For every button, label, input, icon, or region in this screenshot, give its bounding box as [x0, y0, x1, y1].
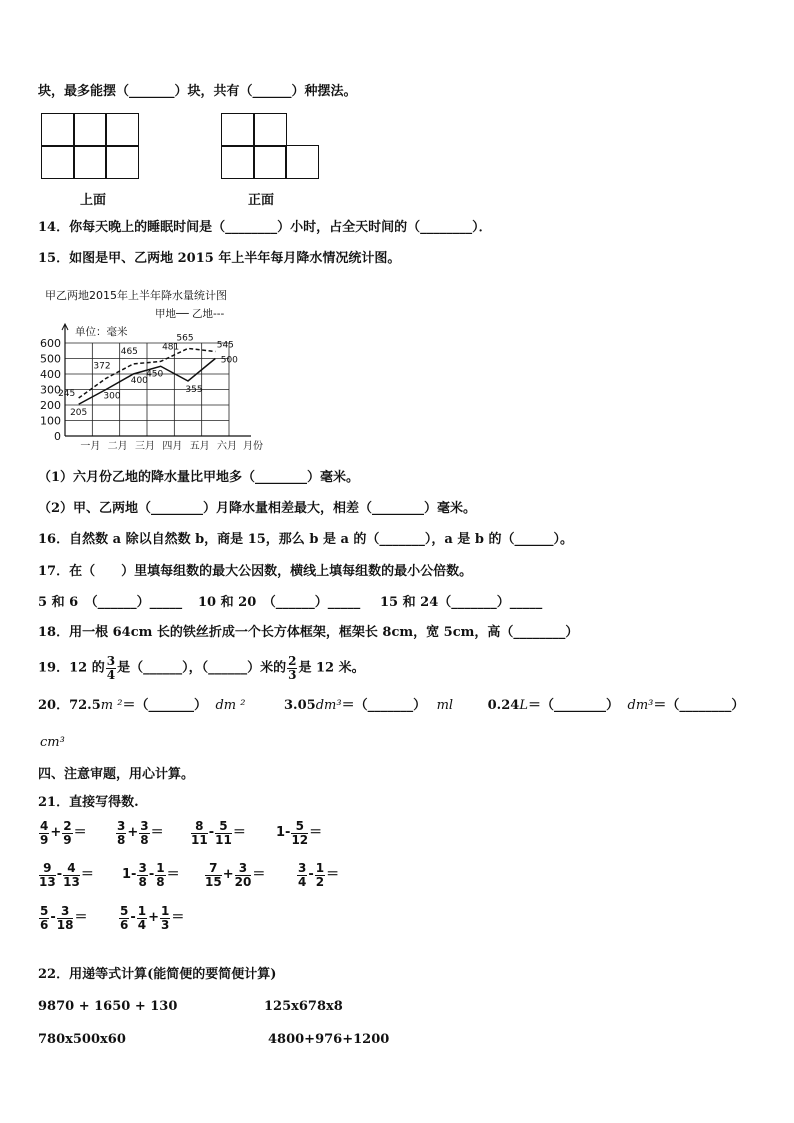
fraction: $\frac{5}{12}$	[291, 818, 309, 847]
question-15: 15．如图是甲、乙两地 2015 年上半年每月降水情况统计图。	[38, 251, 401, 266]
chart-data-label: 245	[58, 389, 76, 400]
question-22: 22．用递等式计算(能简便的要简便计算)	[38, 967, 277, 982]
chart-y-label: 单位：毫米	[75, 326, 128, 338]
calc-item: $\frac{5}{6}$ - $\frac{1}{4}$ + $\frac{1}{3}$ ＝	[120, 903, 185, 932]
chart-legend: 甲地── 乙地---	[155, 308, 225, 320]
chart-x-tick-label: 二月	[107, 441, 128, 452]
chart-x-tick-label: 六月	[217, 441, 237, 452]
question-15-1: （1）六月份乙地的降水量比甲地多（________）毫米。	[38, 470, 360, 485]
question-19: 19．12 的 $\frac{3}{4}$ 是（______），（______）米的 $\frac{2}{3}$ 是 12 米。	[38, 654, 365, 682]
fraction: $\frac{3}{8}$	[140, 818, 149, 847]
calc-item: $\frac{7}{15}$ + $\frac{3}{20}$ ＝	[205, 860, 266, 889]
question-22-item: 125x678x8	[264, 999, 343, 1014]
question-17: 17．在（ ）里填每组数的最大公因数，横线上填每组数的最小公倍数。	[38, 564, 473, 579]
calc-item: $\frac{8}{11}$ - $\frac{5}{11}$ ＝	[191, 818, 246, 847]
fraction: $\frac{3}{18}$	[56, 903, 74, 932]
chart-data-label: 372	[93, 361, 111, 372]
calc-item: 1- $\frac{3}{8}$ - $\frac{1}{8}$ ＝	[122, 860, 180, 889]
fraction: $\frac{5}{6}$	[120, 903, 129, 932]
calc-item: 1- $\frac{5}{12}$ ＝	[276, 818, 323, 847]
chart-x-label: 月份	[243, 441, 263, 452]
question-13-tail: 块，最多能摆（_______）块，共有（______）种摆法。	[38, 84, 357, 99]
rainfall-line-chart	[35, 283, 275, 458]
chart-data-label: 481	[162, 342, 180, 353]
fraction: $\frac{1}{4}$	[137, 903, 147, 932]
top-view-label: 上面	[80, 193, 107, 208]
chart-data-label: 545	[216, 340, 234, 351]
front-view-label: 正面	[248, 193, 275, 208]
question-17-item: 10 和 20 （______）_____	[198, 595, 361, 610]
question-20: 20．72.5m ²＝（_______） dm ² 3.05dm³＝（_______） ml 0.24L＝（________） dm³＝（________）	[38, 698, 745, 713]
chart-x-tick-label: 三月	[135, 441, 155, 452]
chart-y-tick-label: 0	[54, 430, 61, 443]
chart-x-tick-label: 一月	[80, 441, 101, 452]
chart-data-label: 500	[220, 355, 238, 366]
chart-data-label: 400	[130, 376, 148, 386]
fraction: $\frac{5}{11}$	[215, 818, 232, 847]
chart-data-label: 355	[185, 384, 203, 395]
question-17-item: 5 和 6 （______）_____	[38, 595, 183, 610]
calc-item: $\frac{5}{6}$ - $\frac{3}{18}$ ＝	[40, 903, 88, 932]
fraction: $\frac{8}{11}$	[191, 818, 208, 847]
fraction: $\frac{4}{13}$	[63, 860, 80, 889]
chart-y-tick-label: 300	[40, 383, 61, 397]
calc-item: $\frac{3}{4}$ - $\frac{1}{2}$ ＝	[298, 860, 340, 889]
chart-y-tick-label: 100	[40, 414, 61, 428]
question-22-item: 780x500x60	[38, 1032, 126, 1047]
calc-item: $\frac{9}{13}$ - $\frac{4}{13}$ ＝	[39, 860, 94, 889]
fraction: $\frac{1}{2}$	[315, 860, 325, 889]
chart-y-tick-label: 500	[40, 352, 61, 366]
fraction: $\frac{7}{15}$	[205, 860, 222, 889]
chart-data-label: 300	[103, 391, 121, 402]
chart-y-tick-label: 400	[40, 368, 61, 381]
chart-data-label: 565	[176, 333, 194, 344]
chart-title: 甲乙两地2015年上半年降水量统计图	[45, 289, 227, 302]
question-18: 18．用一根 64cm 长的铁丝折成一个长方体框架，框架长 8cm，宽 5cm，高（________）	[38, 625, 579, 640]
calc-item: $\frac{4}{9}$ + $\frac{2}{9}$ ＝	[40, 818, 87, 847]
section-4-heading: 四、注意审题，用心计算。	[38, 767, 195, 782]
fraction: $\frac{3}{4}$	[298, 860, 307, 889]
chart-data-label: 450	[146, 369, 164, 380]
question-20-unit: cm³	[40, 735, 65, 750]
question-15-2: （2）甲、乙两地（________）月降水量相差最大，相差（________）毫米。	[38, 501, 477, 516]
fraction: $\frac{1}{3}$	[161, 903, 170, 932]
fraction: $\frac{9}{13}$	[39, 860, 56, 889]
question-21: 21．直接写得数.	[38, 795, 139, 810]
chart-data-label: 205	[70, 408, 88, 419]
question-22-item: 4800+976+1200	[268, 1032, 390, 1047]
fraction: $\frac{1}{8}$	[156, 860, 165, 889]
calc-item: $\frac{3}{8}$ + $\frac{3}{8}$ ＝	[117, 818, 164, 847]
chart-data-label: 465	[120, 346, 138, 357]
chart-x-tick-label: 五月	[189, 441, 210, 452]
question-14: 14．你每天晚上的睡眠时间是（________）小时，占全天时间的（________）．	[38, 220, 492, 235]
fraction: $\frac{5}{6}$	[40, 903, 49, 932]
question-16: 16．自然数 a 除以自然数 b，商是 15，那么 b 是 a 的（_______），a 是 b 的（______）。	[38, 532, 574, 547]
question-17-item: 15 和 24（_______）_____	[380, 595, 543, 610]
fraction: $\frac{3}{20}$	[234, 860, 252, 889]
question-22-item: 9870 + 1650 + 130	[38, 999, 178, 1014]
chart-x-tick-label: 四月	[162, 441, 183, 452]
fraction: $\frac{3}{8}$	[117, 818, 126, 847]
chart-y-tick-label: 600	[40, 337, 61, 350]
fraction: $\frac{4}{9}$	[40, 818, 49, 847]
chart-y-tick-label: 200	[40, 399, 61, 412]
fraction: $\frac{3}{8}$	[138, 860, 147, 889]
fraction: $\frac{2}{9}$	[63, 818, 72, 847]
